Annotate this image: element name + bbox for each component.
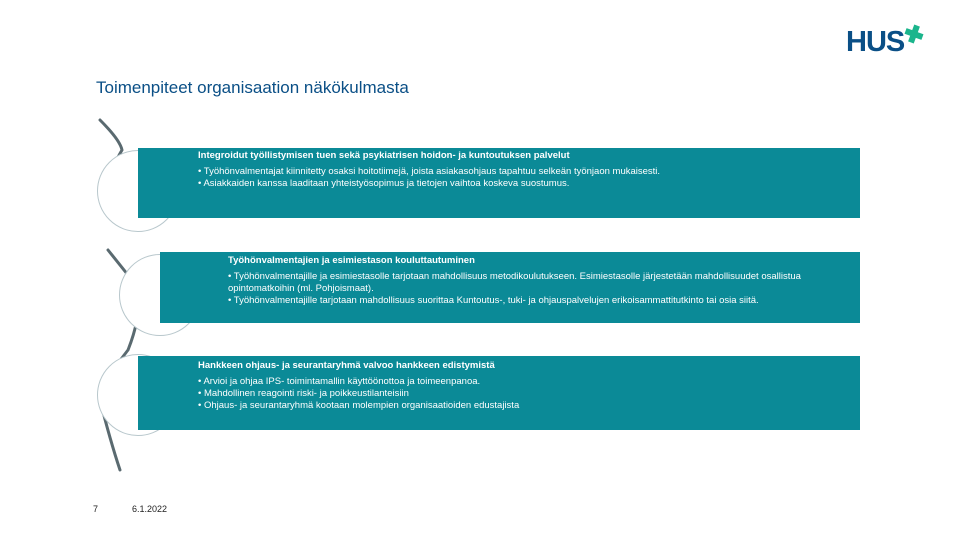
- box-heading: Integroidut työllistymisen tuen sekä psykiatrisen hoidon- ja kuntoutuksen palvelut: [198, 150, 570, 161]
- info-box-2: [160, 252, 860, 323]
- info-box-1: [138, 148, 860, 218]
- bullet-item: • Ohjaus- ja seurantaryhmä kootaan molempien organisaatioiden edustajista: [198, 400, 520, 411]
- bullet-item: • Mahdollinen reagointi riski- ja poikkeustilanteisiin: [198, 388, 409, 399]
- box-heading: Hankkeen ohjaus- ja seurantaryhmä valvoo hankkeen edistymistä: [198, 360, 495, 371]
- bullet-item: • Työhönvalmentajille ja esimiestasolle tarjotaan mahdollisuus metodikoulutukseen. Esimiestasolle järjestetään mahdollisuudet osallistua opintomatkoihin (ml. Pohjoismaat).: [228, 271, 801, 294]
- bullet-item: • Asiakkaiden kanssa laaditaan yhteistyösopimus ja tietojen vaihtoa koskeva suostumus.: [198, 178, 570, 189]
- bullet-item: • Työhönvalmentajat kiinnitetty osaksi hoitotiimejä, joista asiakasohjaus tapahtuu selkeän työnjaon mukaisesti.: [198, 166, 661, 177]
- slide-title: Toimenpiteet organisaation näkökulmasta: [96, 78, 409, 97]
- info-box-3: [138, 356, 860, 430]
- slide-date: 6.1.2022: [132, 504, 168, 514]
- logo-text: HUS: [846, 26, 905, 58]
- box-heading: Työhönvalmentajien ja esimiestason kouluttautuminen: [228, 255, 475, 266]
- bullet-item: • Arvioi ja ohjaa IPS- toimintamallin käyttöönottoa ja toimeenpanoa.: [198, 376, 481, 387]
- page-number: 7: [93, 504, 99, 514]
- bullet-item: • Työhönvalmentajille tarjotaan mahdollisuus suorittaa Kuntoutus-, tuki- ja ohjauspalvelujen erikoisammattitutkinto tai osia siitä.: [228, 295, 759, 306]
